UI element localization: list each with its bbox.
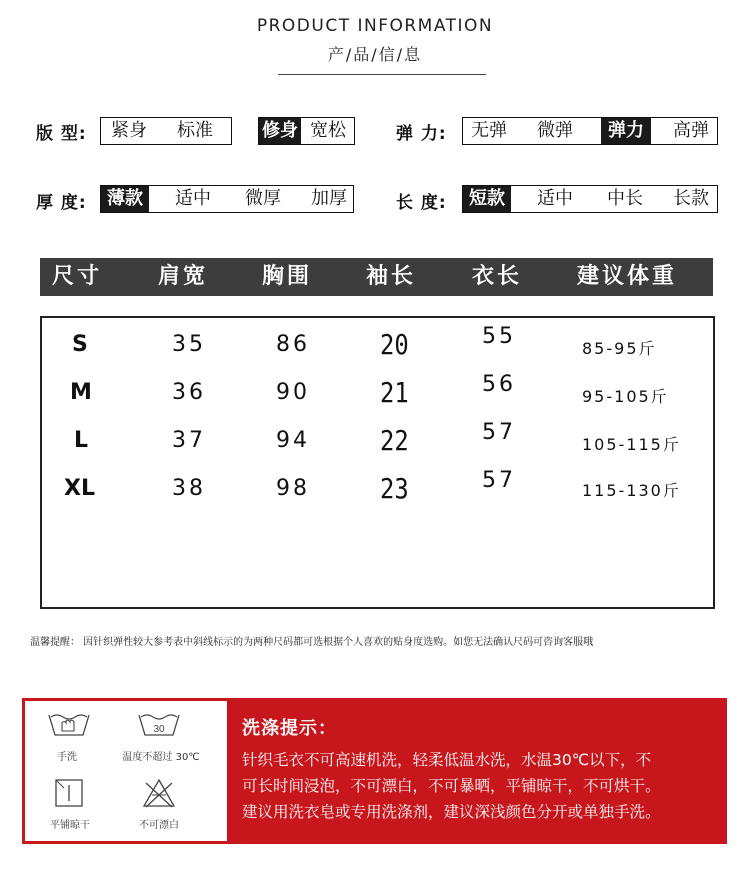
care-text-line: 可长时间浸泡，不可漂白，不可暴晒，平铺晾干，不可烘干。 <box>242 777 661 795</box>
fit-option-loose: 宽松 <box>310 120 346 141</box>
cell-chest: 86 <box>276 332 310 357</box>
no-bleach-label: 不可漂白 <box>139 820 179 831</box>
title-chinese: 产/品/信/息 <box>327 45 423 64</box>
cell-shoulder: 38 <box>172 476 206 501</box>
cell-sleeve: 23 <box>380 472 409 505</box>
elasticity-option-stretch-selected: 弹力 <box>601 118 651 144</box>
header-sleeve: 袖长 <box>366 264 417 289</box>
fit-box-1 <box>100 117 232 145</box>
thickness-box <box>100 185 354 213</box>
thickness-option-thin-selected: 薄款 <box>101 186 149 212</box>
care-text-line: 建议用洗衣皂或专用洗涤剂，建议深浅颜色分开或单独手洗。 <box>242 803 661 821</box>
cell-shoulder: 35 <box>172 332 206 357</box>
elasticity-option-high: 高弹 <box>673 120 709 141</box>
title-english: PRODUCT INFORMATION <box>256 16 494 36</box>
cell-shoulder: 37 <box>172 428 206 453</box>
cell-size: L <box>74 428 89 453</box>
cell-weight: 105-115斤 <box>582 435 681 454</box>
cell-weight: 85-95斤 <box>582 339 657 358</box>
header-size: 尺寸 <box>52 264 103 289</box>
size-table-header <box>40 258 713 296</box>
hand-wash-label: 手洗 <box>57 752 77 763</box>
cell-size: XL <box>64 476 95 501</box>
thickness-label: 厚 度: <box>36 193 87 213</box>
cell-sleeve: 21 <box>380 376 409 409</box>
dry-flat-icon <box>53 777 85 809</box>
cell-sleeve: 22 <box>380 424 409 457</box>
fit-option-tight: 紧身 <box>111 120 147 141</box>
fit-label: 版 型: <box>36 124 87 144</box>
length-option-long: 长款 <box>673 188 709 209</box>
no-bleach-icon <box>141 777 177 809</box>
care-text-line: 针织毛衣不可高速机洗，轻柔低温水洗，水温30℃以下，不 <box>242 751 652 769</box>
size-table <box>40 316 715 609</box>
fit-box-2 <box>258 117 355 145</box>
cell-chest: 98 <box>276 476 310 501</box>
cell-length: 55 <box>482 324 516 349</box>
elasticity-option-slight: 微弹 <box>537 120 573 141</box>
cell-chest: 90 <box>276 380 310 405</box>
hand-wash-icon <box>45 711 93 739</box>
header-weight: 建议体重 <box>577 264 678 289</box>
length-option-short-selected: 短款 <box>463 186 511 212</box>
cell-length: 56 <box>482 372 516 397</box>
cell-weight: 95-105斤 <box>582 387 669 406</box>
cell-shoulder: 36 <box>172 380 206 405</box>
cell-weight: 115-130斤 <box>582 481 681 500</box>
elasticity-box <box>462 117 718 145</box>
wash-30-icon <box>135 711 183 739</box>
elasticity-label: 弹 力: <box>396 124 447 144</box>
cell-size: S <box>72 332 88 357</box>
care-title: 洗涤提示： <box>242 718 337 739</box>
length-box <box>462 185 718 213</box>
header-length: 衣长 <box>472 264 523 289</box>
header-chest: 胸围 <box>262 264 313 289</box>
cell-length: 57 <box>482 468 516 493</box>
cell-size: M <box>70 380 92 405</box>
header-shoulder: 肩宽 <box>158 264 209 289</box>
cell-length: 57 <box>482 420 516 445</box>
cell-chest: 94 <box>276 428 310 453</box>
length-option-mid-long: 中长 <box>607 188 643 209</box>
wash-30-label: 温度不超过 30℃ <box>122 752 200 763</box>
fit-option-standard: 标准 <box>177 120 213 141</box>
cell-sleeve: 20 <box>380 328 409 361</box>
size-tip-text: 温馨提醒： 因针织弹性较大参考表中斜线标示的为两种尺码都可选根据个人喜欢的贴身度选购。如您无法确认尺码可咨询客服哦 <box>30 637 594 648</box>
title-underline <box>278 74 486 75</box>
length-option-medium: 适中 <box>537 188 573 209</box>
care-icons-panel <box>25 701 227 841</box>
thickness-option-slightly-thick: 微厚 <box>245 188 281 209</box>
length-label: 长 度: <box>396 193 447 213</box>
fit-option-slim-selected: 修身 <box>259 118 301 144</box>
wash-30-number: 30 <box>153 724 165 735</box>
dry-flat-label: 平铺晾干 <box>50 820 90 831</box>
thickness-option-thick: 加厚 <box>311 188 347 209</box>
elasticity-option-none: 无弹 <box>471 120 507 141</box>
thickness-option-medium: 适中 <box>175 188 211 209</box>
